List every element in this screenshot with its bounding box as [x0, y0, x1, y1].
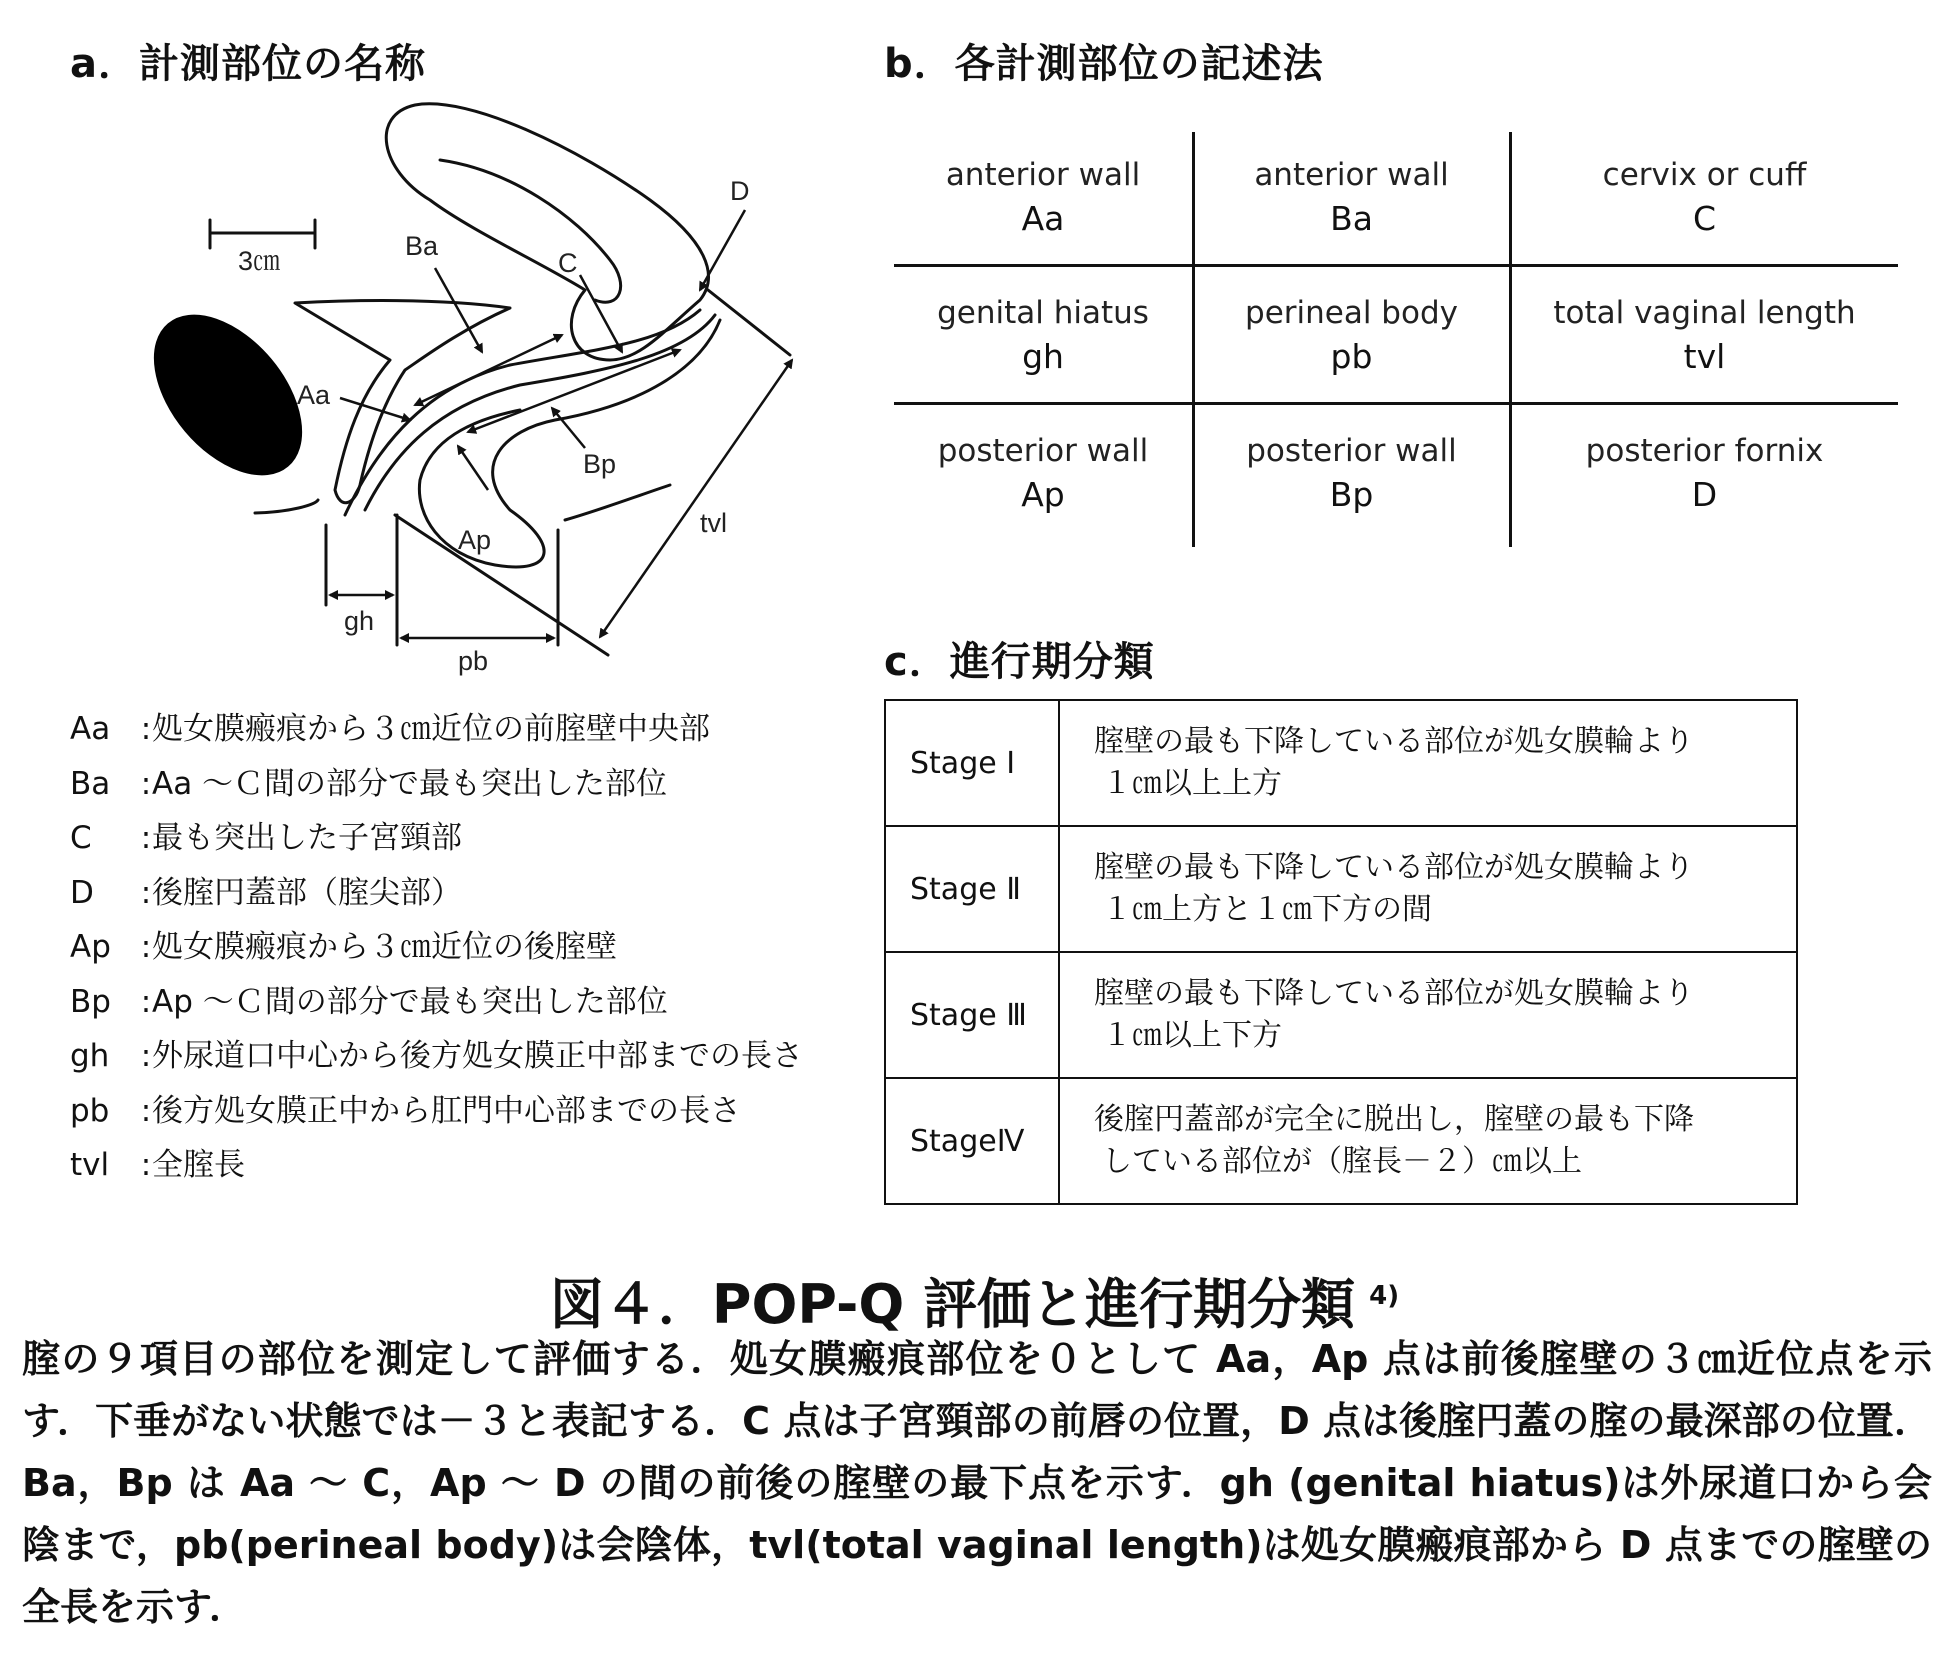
legend-row: gh : 外尿道口中心から後方処女膜正中部までの長さ: [70, 1029, 860, 1084]
cell-code: Bp: [1329, 475, 1374, 514]
table-row: [885, 700, 1797, 826]
legend-row: Bp : Ap ～Ｃ間の部分で最も突出した部位: [70, 975, 860, 1030]
posterior-contour: [565, 485, 670, 520]
legend-code: Ba: [70, 765, 111, 802]
section-c-title: c．進行期分類: [884, 639, 1155, 685]
cell-code: Aa: [1021, 199, 1065, 238]
legend-code: Bp: [70, 983, 111, 1020]
notation-grid: [894, 132, 1898, 547]
cell-code: Ba: [1330, 199, 1373, 238]
label-ap: Ap: [458, 525, 492, 555]
vagina-anterior-wall: [345, 310, 700, 515]
figure-caption: 腟の９項目の部位を測定して評価する．処女膜瘢痕部位を０として Aa，Ap 点は前後腟壁の３㎝近位点を示す．下垂がない状態では－３と表記する．C 点は子宮頸部の前唇の位置，D 点は後腟円蓋の腟の最深部の位置．Ba，Bp は Aa ～ C，Ap ～ D の間の前後の腟壁の最下点を示す．gh (genital hiatus)は外尿道口から会陰まで，pb(perineal body)は会陰体，tvl(total vaginal length)は処女膜瘢痕部から D 点までの腟壁の全長を示す．: [22, 1337, 1932, 1629]
label-gh: gh: [344, 606, 375, 636]
grid-cell: [894, 154, 1192, 242]
cell-description: posterior fornix: [1585, 433, 1824, 469]
cell-code: gh: [1022, 337, 1064, 376]
cell-code: C: [1692, 199, 1717, 238]
legend-row: Ba : Aa ～Ｃ間の部分で最も突出した部位: [70, 757, 860, 812]
legend-desc: 全腟長: [152, 1147, 245, 1183]
grid-hline: [894, 402, 1898, 405]
label-pb: pb: [458, 646, 489, 676]
stage-name: Stage Ⅱ: [885, 826, 1059, 952]
grid-cell: [1194, 292, 1509, 380]
cell-description: total vaginal length: [1553, 295, 1856, 331]
stage-name: Stage Ⅰ: [885, 700, 1059, 826]
legend-desc: 最も突出した子宮頸部: [152, 820, 462, 856]
legend-code: Aa: [70, 711, 111, 747]
cell-description: cervix or cuff: [1602, 157, 1807, 193]
stage-description: 腟壁の最も下降している部位が処女膜輪より １㎝上方と１㎝下方の間: [1059, 826, 1797, 952]
legend-code: C: [70, 820, 92, 856]
staging-table: [884, 699, 1798, 1205]
stage-name: StageⅣ: [885, 1078, 1059, 1204]
legend-code: D: [70, 874, 94, 911]
legend-row: C : 最も突出した子宮頸部: [70, 811, 860, 866]
label-tvl: tvl: [700, 508, 727, 538]
legend-row: Aa : 処女膜瘢痕から３㎝近位の前腟壁中央部: [70, 702, 860, 757]
grid-cell: [1511, 430, 1898, 518]
cell-description: genital hiatus: [937, 295, 1149, 331]
stage-description: 腟壁の最も下降している部位が処女膜輪より １㎝以上下方: [1059, 952, 1797, 1078]
grid-hline: [894, 264, 1898, 267]
legend-desc: Aa ～Ｃ間の部分で最も突出した部位: [152, 765, 668, 802]
table-row: [885, 952, 1797, 1078]
figure-title: 図４．POP-Q 評価と進行期分類 $^{4)}$: [549, 1273, 1400, 1336]
legend-code: pb: [70, 1092, 110, 1129]
cell-description: perineal body: [1245, 295, 1458, 331]
label-d: D: [730, 176, 750, 206]
ap-pointer: [458, 446, 488, 490]
cell-code: Ap: [1021, 475, 1065, 514]
cell-code: D: [1691, 475, 1718, 514]
ba-pointer: [435, 268, 482, 352]
grid-cell: [894, 430, 1192, 518]
legend-code: gh: [70, 1038, 110, 1074]
cell-code: tvl: [1683, 337, 1726, 376]
legend-desc: 処女膜瘢痕から３㎝近位の後腟壁: [152, 929, 617, 965]
aa-pointer: [340, 398, 410, 420]
cell-code: pb: [1330, 337, 1373, 376]
grid-cell: [1194, 430, 1509, 518]
uterine-cavity-line: [440, 160, 621, 302]
stage-description: 腟壁の最も下降している部位が処女膜輪より １㎝以上上方: [1059, 700, 1797, 826]
legend-row: D : 後腟円蓋部（腟尖部）: [70, 866, 860, 921]
label-aa: Aa: [297, 380, 331, 410]
table-row: [885, 1078, 1797, 1204]
measurement-legend: [70, 702, 860, 1193]
label-ba: Ba: [405, 231, 439, 261]
legend-row: Ap : 処女膜瘢痕から３㎝近位の後腟壁: [70, 920, 860, 975]
legend-desc: 後腟円蓋部（腟尖部）: [152, 874, 462, 911]
hymen-diagonal: [395, 515, 608, 655]
legend-desc: 後方処女膜正中から肛門中心部までの長さ: [152, 1092, 741, 1129]
scale-bar: [210, 220, 315, 248]
grid-cell: [894, 292, 1192, 380]
legend-desc: 外尿道口中心から後方処女膜正中部までの長さ: [152, 1038, 803, 1074]
grid-cell: [1511, 292, 1898, 380]
figure-reference: 4): [1369, 1281, 1400, 1311]
c-pointer: [580, 275, 622, 352]
legend-row: pb : 後方処女膜正中から肛門中心部までの長さ: [70, 1084, 860, 1139]
grid-cell: [1511, 154, 1898, 242]
legend-desc: Ap ～Ｃ間の部分で最も突出した部位: [152, 983, 668, 1020]
section-a-title: a．計測部位の名称: [70, 41, 426, 87]
stage-name: Stage Ⅲ: [885, 952, 1059, 1078]
legend-desc: 処女膜瘢痕から３㎝近位の前腟壁中央部: [152, 711, 710, 747]
label-bp: Bp: [583, 449, 617, 479]
table-row: [885, 826, 1797, 952]
legend-code: Ap: [70, 929, 111, 965]
legend-code: tvl: [70, 1147, 110, 1183]
legend-row: tvl : 全腟長: [70, 1138, 860, 1193]
grid-cell: [1194, 154, 1509, 242]
label-c: C: [558, 248, 578, 278]
cell-description: posterior wall: [1246, 433, 1457, 469]
section-b-title: b．各計測部位の記述法: [884, 41, 1324, 87]
cell-description: anterior wall: [945, 157, 1141, 193]
stage-description: 後腟円蓋部が完全に脱出し，腟壁の最も下降 している部位が（腟長－２）㎝以上: [1059, 1078, 1797, 1204]
scale-label: 3㎝: [238, 246, 281, 276]
pelvic-anatomy-diagram: [0, 0, 900, 690]
cell-description: posterior wall: [937, 433, 1149, 469]
cell-description: anterior wall: [1254, 157, 1449, 193]
urethra-line: [255, 500, 318, 513]
d-pointer: [700, 210, 745, 290]
